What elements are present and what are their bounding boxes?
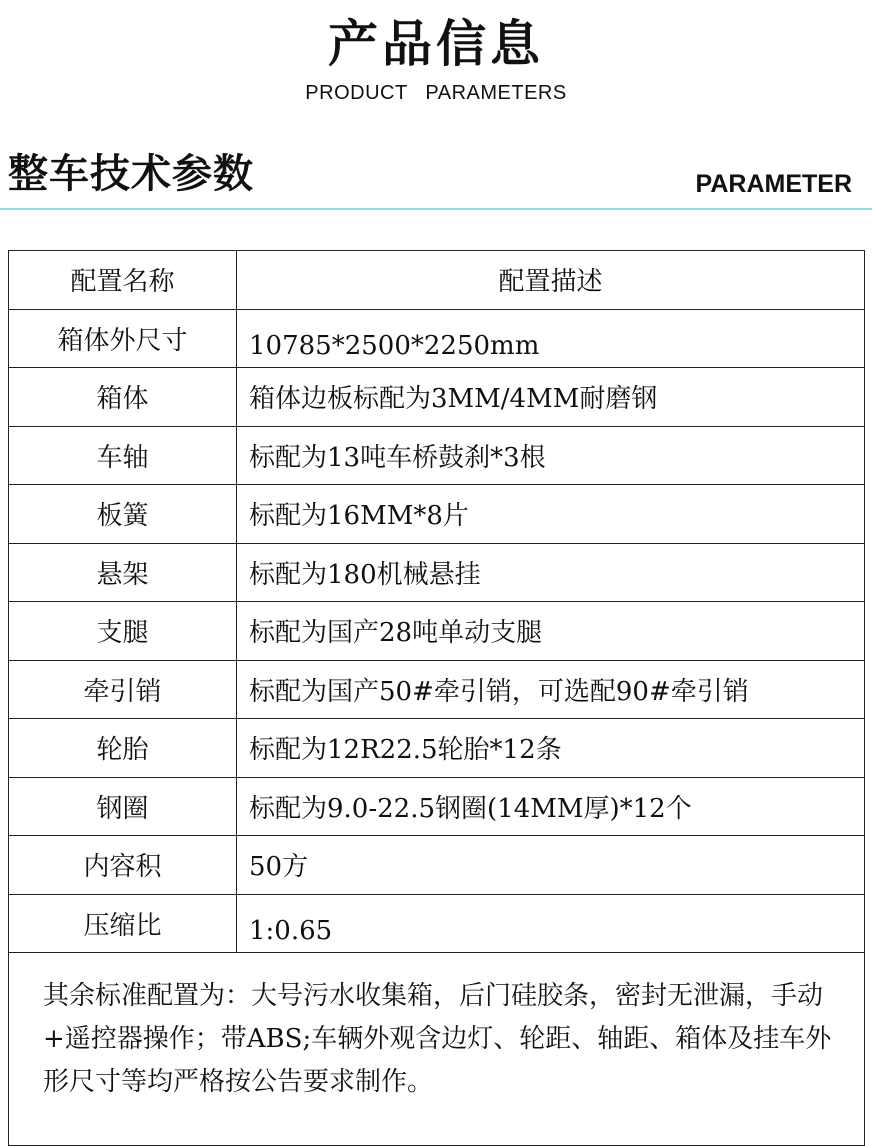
param-value: 标配为16MM*8片	[237, 485, 865, 544]
param-value: 标配为12R22.5轮胎*12条	[237, 719, 865, 778]
table-row	[9, 543, 865, 602]
param-name: 板簧	[9, 485, 237, 544]
param-name: 车轴	[9, 426, 237, 485]
param-value: 1:0.65	[237, 894, 865, 953]
table-header-row	[9, 251, 865, 310]
param-value: 标配为13吨车桥鼓刹*3根	[237, 426, 865, 485]
param-name: 牵引销	[9, 660, 237, 719]
table-row	[9, 660, 865, 719]
table-row	[9, 836, 865, 895]
param-name: 内容积	[9, 836, 237, 895]
table-row	[9, 602, 865, 661]
table-row	[9, 426, 865, 485]
table-note-row	[9, 953, 865, 1146]
param-value: 标配为180机械悬挂	[237, 543, 865, 602]
section-divider	[0, 208, 872, 210]
param-name: 箱体外尺寸	[9, 309, 237, 368]
param-value: 箱体边板标配为3MM/4MM耐磨钢	[237, 368, 865, 427]
param-value: 标配为国产28吨单动支腿	[237, 602, 865, 661]
parameter-table	[8, 250, 865, 1146]
section-title-en: PARAMETER	[695, 170, 852, 198]
table-row	[9, 309, 865, 368]
param-name: 支腿	[9, 602, 237, 661]
column-header-description: 配置描述	[237, 251, 865, 310]
table-row	[9, 777, 865, 836]
param-name: 悬架	[9, 543, 237, 602]
standard-config-note: 其余标准配置为：大号污水收集箱，后门硅胶条，密封无泄漏，手动+遥控器操作；带ABS;车辆外观含边灯、轮距、轴距、箱体及挂车外形尺寸等均严格按公告要求制作。	[9, 953, 865, 1146]
table-row	[9, 368, 865, 427]
param-name: 轮胎	[9, 719, 237, 778]
page-subtitle: PRODUCT PARAMETERS	[305, 82, 567, 104]
column-header-name: 配置名称	[9, 251, 237, 310]
table-row	[9, 485, 865, 544]
param-value: 50方	[237, 836, 865, 895]
param-name: 钢圈	[9, 777, 237, 836]
section-title: 整车技术参数	[8, 151, 254, 197]
table-row	[9, 719, 865, 778]
param-value: 标配为国产50#牵引销，可选配90#牵引销	[237, 660, 865, 719]
table-row	[9, 894, 865, 953]
param-name: 压缩比	[9, 894, 237, 953]
param-value: 标配为9.0-22.5钢圈(14MM厚)*12个	[237, 777, 865, 836]
param-value: 10785*2500*2250mm	[237, 309, 865, 368]
page-title: 产品信息	[328, 15, 544, 73]
param-name: 箱体	[9, 368, 237, 427]
